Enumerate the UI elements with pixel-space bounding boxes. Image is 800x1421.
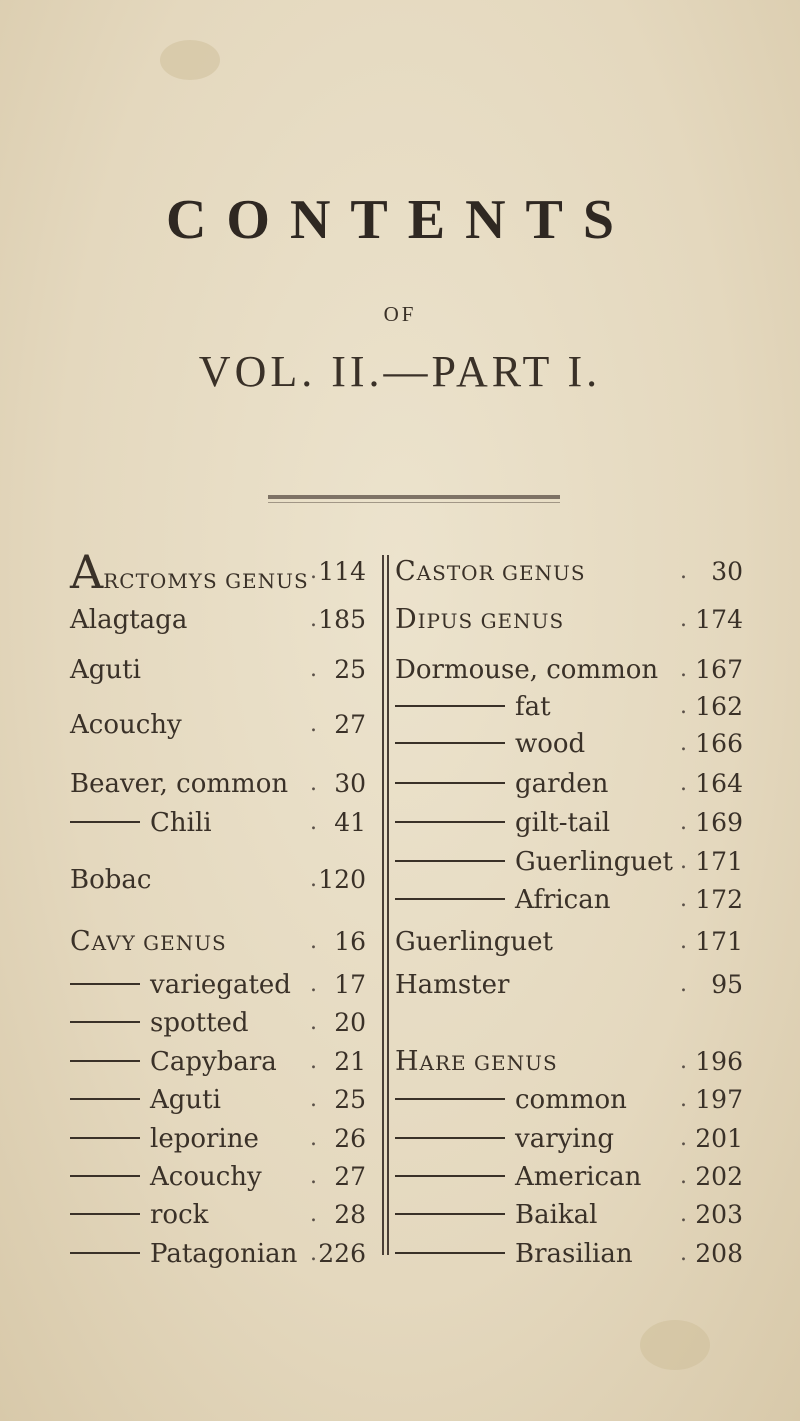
entry-label [70,1006,249,1040]
page-number: 114 [318,557,366,586]
page-number: 166 [695,729,743,758]
index-entry-hare [395,1045,743,1079]
entry-label [395,1237,633,1271]
index-entry-guerlinguet2 [395,925,743,959]
page-number: 172 [695,885,743,914]
entry-label [395,925,553,959]
entry-text: HARE GENUS [395,1046,558,1077]
entry-text: Aguti [150,1085,221,1115]
leader-dot: . [680,1164,687,1189]
index-entry-rock [70,1198,366,1232]
ditto-dash [395,1137,505,1139]
entry-label [70,545,309,599]
ditto-dash [395,898,505,900]
index-entry-wood [395,727,743,761]
index-entry-patagonian [70,1237,366,1271]
entry-text: Guerlinguet [515,847,673,877]
leader-dot: . [680,972,687,997]
index-entry-varying [395,1122,743,1156]
entry-label [395,727,585,761]
page-number: 120 [318,865,366,894]
page-number: 162 [695,692,743,721]
entry-text: varying [515,1124,615,1154]
entry-label [70,767,288,801]
leader-dot: . [680,694,687,719]
title-rule-thin [268,502,560,503]
page-number: 202 [695,1162,743,1191]
entry-text: Hamster [395,970,510,1000]
paper-stain [640,1320,710,1370]
page-number: 197 [695,1085,743,1114]
initial-capital: A [70,545,104,599]
index-entry-fat [395,690,743,724]
page-number: 171 [695,927,743,956]
entry-text: rock [150,1200,209,1230]
entry-label [70,806,212,840]
index-entry-arctomys [70,545,366,599]
leader-dot: . [310,810,317,835]
page-number: 226 [318,1239,366,1268]
entry-label [70,925,227,960]
title-rule [268,495,560,499]
entry-label [70,968,291,1002]
entry-text: Acouchy [70,710,182,740]
leader-dot: . [680,1126,687,1151]
index-entry-aguti [70,653,366,687]
page-number: 25 [334,1085,366,1114]
leader-dot: . [680,1087,687,1112]
index-entry-capybara [70,1045,366,1079]
ditto-dash [395,1252,505,1254]
entry-text: Alagtaga [70,605,188,635]
leader-dot: . [310,771,317,796]
entry-label [395,845,673,879]
column-divider-left [382,555,384,1255]
entry-text: gilt-tail [515,808,611,838]
index-entry-garden [395,767,743,801]
index-entry-african [395,883,743,917]
page-number: 21 [334,1047,366,1076]
page-number: 164 [695,769,743,798]
entry-text: spotted [150,1008,249,1038]
page-number: 28 [334,1200,366,1229]
entry-text: African [515,885,611,915]
ditto-dash [395,1213,505,1215]
entry-text: Beaver, common [70,769,289,799]
leader-dot: . [310,657,317,682]
index-entry-brasilian [395,1237,743,1271]
index-entry-guerlinguet [395,845,743,879]
entry-text: Acouchy [150,1162,262,1192]
leader-dot: . [310,1164,317,1189]
leader-dot: . [680,731,687,756]
page-number: 201 [695,1124,743,1153]
index-entry-bobac [70,863,366,897]
entry-text: DIPUS GENUS [395,604,565,635]
entry-text: Aguti [70,655,141,685]
leader-dot: . [310,1241,317,1266]
entry-label [395,968,509,1002]
entry-text: CASTOR GENUS [395,556,586,587]
entry-label [395,690,551,724]
leader-dot: . [680,1202,687,1227]
entry-label [70,1045,277,1079]
ditto-dash [70,1175,140,1177]
entry-text: RCTOMYS GENUS [103,569,309,593]
entry-text: Patagonian [150,1239,298,1269]
leader-dot: . [680,810,687,835]
ditto-dash [70,1213,140,1215]
entry-label [70,653,141,687]
entry-label [70,603,187,637]
page-number: 20 [334,1008,366,1037]
ditto-dash [70,1098,140,1100]
index-entry-castor [395,555,743,589]
page-number: 30 [711,557,743,586]
leader-dot: . [680,657,687,682]
page-number: 203 [695,1200,743,1229]
leader-dot: . [680,559,687,584]
page-number: 174 [695,605,743,634]
page-number: 196 [695,1047,743,1076]
page-number: 171 [695,847,743,876]
ditto-dash [70,1021,140,1023]
entry-text: Chili [150,808,212,838]
entry-text: garden [515,769,609,799]
entry-text: Dormouse, common [395,655,659,685]
page-number: 185 [318,605,366,634]
entry-text: Capybara [150,1047,277,1077]
ditto-dash [395,782,505,784]
entry-text: wood [515,729,586,759]
column-divider-right [387,555,389,1255]
ditto-dash [395,821,505,823]
entry-label [70,863,151,897]
leader-dot: . [310,1087,317,1112]
index-entry-spotted [70,1006,366,1040]
index-entry-variegated [70,968,366,1002]
page-number: 26 [334,1124,366,1153]
index-entry-baikal [395,1198,743,1232]
entry-label [395,1083,627,1117]
index-entry-dipus [395,603,743,637]
page-number: 30 [334,769,366,798]
page-number: 169 [695,808,743,837]
leader-dot: . [680,1049,687,1074]
entry-label [395,883,611,917]
index-entry-aguti2 [70,1083,366,1117]
entry-text: common [515,1085,627,1115]
leader-dot: . [680,771,687,796]
index-entry-chili [70,806,366,840]
leader-dot: . [310,867,317,892]
leader-dot: . [310,972,317,997]
page-title: CONTENTS [165,189,635,251]
ditto-dash [70,1060,140,1062]
entry-label [70,1160,262,1194]
entry-text: leporine [150,1124,259,1154]
index-entry-beaver [70,767,366,801]
entry-text: CAVY GENUS [70,926,227,957]
entry-label [70,1122,259,1156]
page-number: 16 [334,927,366,956]
entry-label [395,1198,598,1232]
entry-label [395,1045,558,1080]
entry-label [395,1122,614,1156]
page-number: 167 [695,655,743,684]
ditto-dash [70,1252,140,1254]
page-number: 95 [711,970,743,999]
index-entry-alagtaga [70,603,366,637]
leader-dot: . [310,607,317,632]
entry-label [395,806,610,840]
index-entry-dormouse [395,653,743,687]
entry-text: American [515,1162,642,1192]
volume-heading: VOL. II.—PART I. [198,347,602,396]
page-number: 41 [334,808,366,837]
page-number: 208 [695,1239,743,1268]
leader-dot: . [310,1202,317,1227]
leader-dot: . [310,929,317,954]
entry-label [70,1083,221,1117]
leader-dot: . [310,559,317,584]
title-of: OF [383,302,417,326]
ditto-dash [395,1175,505,1177]
ditto-dash [395,742,505,744]
entry-label [395,653,658,687]
entry-text: Guerlinguet [395,927,553,957]
index-entry-acouchy [70,708,366,742]
leader-dot: . [310,1049,317,1074]
leader-dot: . [310,1010,317,1035]
entry-text: Bobac [70,865,152,895]
ditto-dash [395,860,505,862]
leader-dot: . [680,887,687,912]
leader-dot: . [680,607,687,632]
entry-label [395,767,608,801]
index-entry-leporine [70,1122,366,1156]
paper-stain [160,40,220,80]
entry-label [70,708,182,742]
ditto-dash [395,705,505,707]
entry-text: Brasilian [515,1239,633,1269]
index-entry-hamster [395,968,743,1002]
entry-text: Baikal [515,1200,598,1230]
index-entry-acouchy2 [70,1160,366,1194]
entry-label [70,1237,297,1271]
entry-label [395,1160,641,1194]
entry-label [395,603,564,638]
leader-dot: . [310,1126,317,1151]
page-number: 27 [334,710,366,739]
index-entry-cavy [70,925,366,959]
page-number: 25 [334,655,366,684]
ditto-dash [70,1137,140,1139]
leader-dot: . [310,712,317,737]
index-entry-common [395,1083,743,1117]
entry-text: variegated [150,970,291,1000]
ditto-dash [70,821,140,823]
leader-dot: . [680,929,687,954]
ditto-dash [70,983,140,985]
page-number: 17 [334,970,366,999]
index-entry-american [395,1160,743,1194]
entry-label [395,555,586,590]
leader-dot: . [680,849,687,874]
page-number: 27 [334,1162,366,1191]
leader-dot: . [680,1241,687,1266]
index-entry-gilt-tail [395,806,743,840]
entry-label [70,1198,208,1232]
entry-text: fat [515,692,551,722]
ditto-dash [395,1098,505,1100]
